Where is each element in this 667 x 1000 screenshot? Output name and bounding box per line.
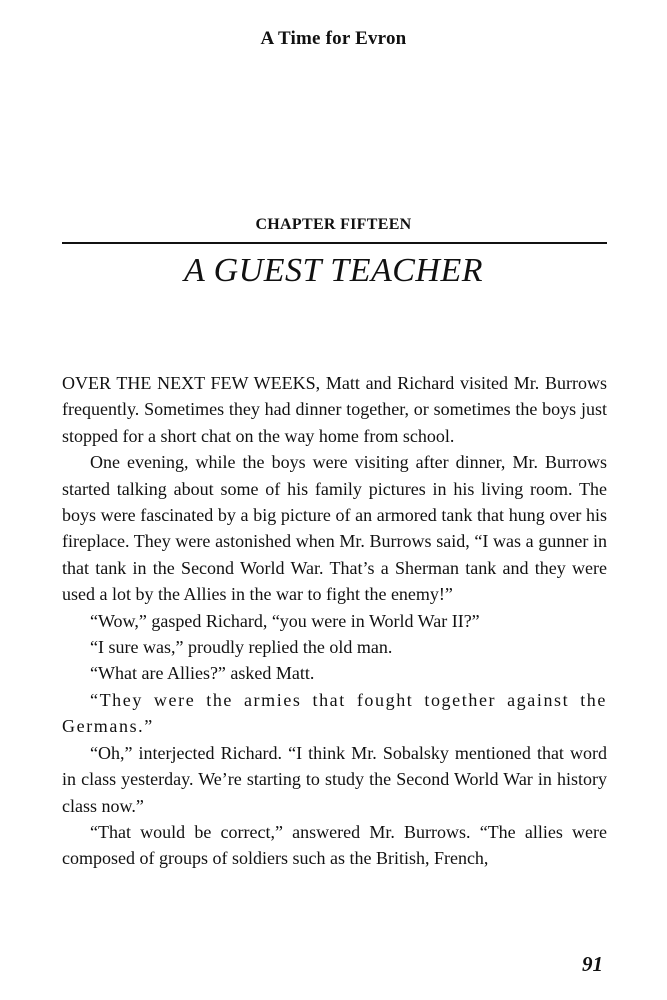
paragraph: “That would be correct,” answered Mr. Burrows. “The allies were composed of groups of soldiers such as the British, French, xyxy=(62,821,607,869)
chapter-divider xyxy=(62,242,607,244)
page-number: 91 xyxy=(582,952,603,976)
paragraph: One evening, while the boys were visiting after dinner, Mr. Burrows started talking about some of his family pictures in his living room. The boys were fascinated by a big picture of an armored tank that hung over his fireplace. They were astonished when Mr. Burrows said, “I was a gunner in that tank in the Second World War. That’s a Sherman tank and they were used a lot by the Allies in the war to fight the enemy!” xyxy=(62,452,607,605)
paragraph: “They were the armies that fought together against the Germans.” xyxy=(62,689,607,737)
chapter-label: CHAPTER FIFTEEN xyxy=(255,216,412,233)
paragraph: OVER THE NEXT FEW WEEKS, Matt and Richard visited Mr. Burrows frequently. Sometimes they had dinner together, or sometimes the boys just stopped for a short chat on the way home from school. xyxy=(62,373,607,446)
paragraph: “Oh,” interjected Richard. “I think Mr. Sobalsky mentioned that word in class yesterday. We’re starting to study the Second World War in history class now.” xyxy=(62,742,607,816)
paragraph: “I sure was,” proudly replied the old man. xyxy=(90,637,393,658)
running-header: A Time for Evron xyxy=(260,28,407,49)
paragraph: “Wow,” gasped Richard, “you were in World War II?” xyxy=(90,610,480,631)
chapter-title: A GUEST TEACHER xyxy=(183,252,484,289)
paragraph: “What are Allies?” asked Matt. xyxy=(90,663,315,684)
body-text xyxy=(62,370,607,872)
